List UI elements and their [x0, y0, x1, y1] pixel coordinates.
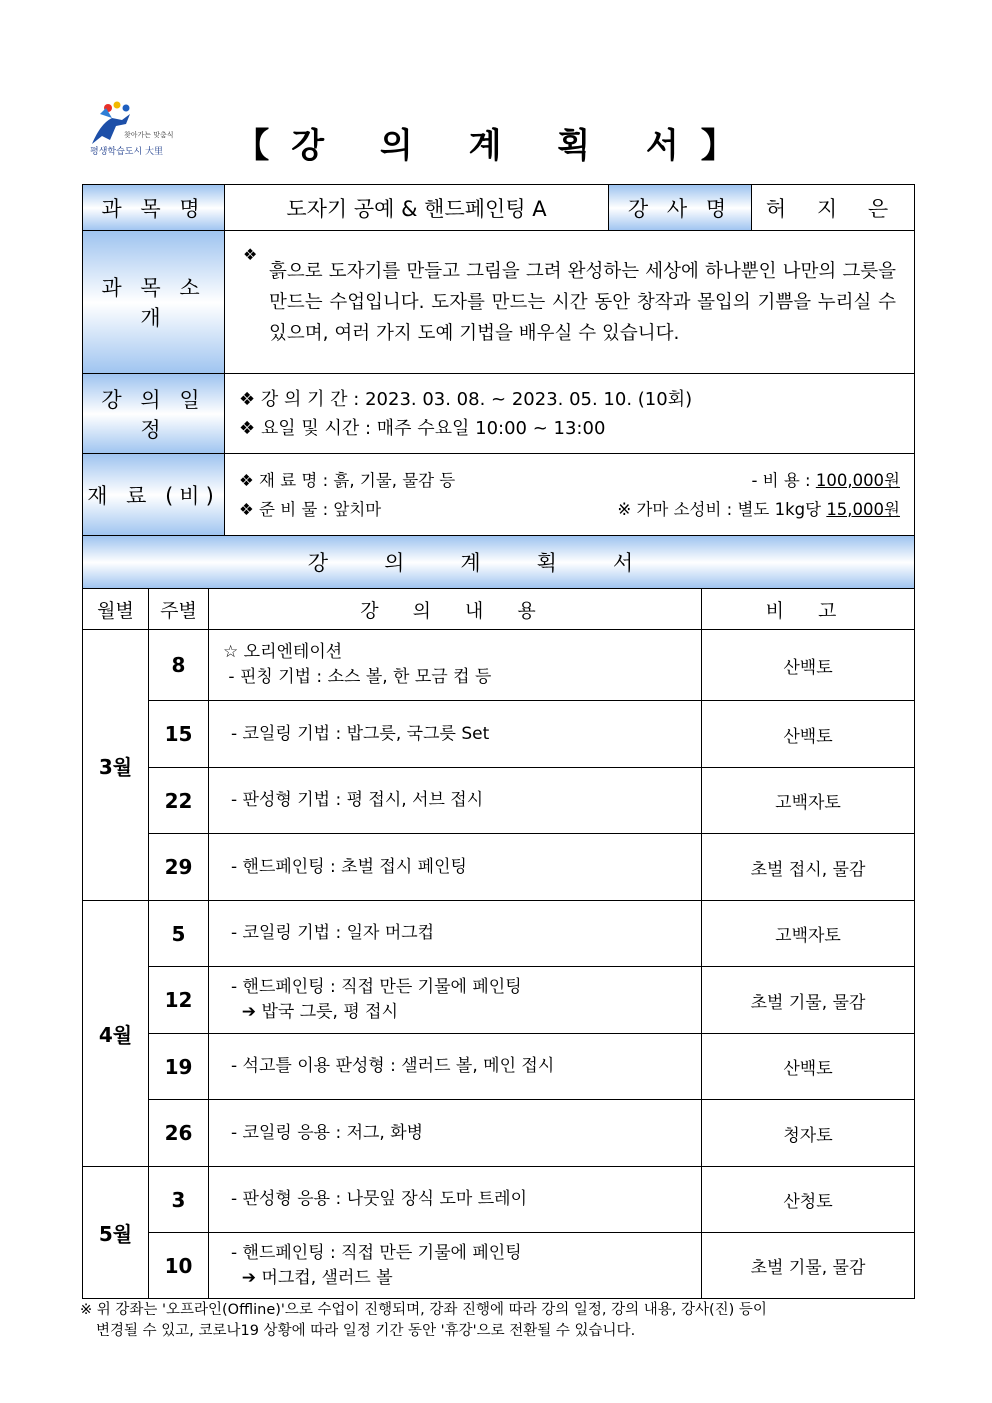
intro-label: 과 목 소 개: [83, 231, 225, 374]
subject-value: 도자기 공예 & 핸드페인팅 A: [225, 185, 609, 231]
instructor-value: 허 지 은: [752, 185, 915, 231]
content-cell: - 코일링 기법 : 밥그릇, 국그릇 Set: [209, 701, 702, 768]
material-cell: [225, 454, 915, 536]
kiln-value: 15,000원: [826, 499, 900, 519]
note-cell: 청자토: [702, 1100, 915, 1167]
week-cell: 8: [149, 630, 209, 701]
course-info-table: [82, 184, 915, 536]
subject-label: 과 목 명: [83, 185, 225, 231]
kiln-prefix: ※ 가마 소성비 : 별도 1kg당: [617, 499, 827, 519]
page-title: 【강 의 계 획 서】: [235, 126, 757, 166]
col-content: 강 의 내 용: [209, 589, 702, 630]
week-cell: 15: [149, 701, 209, 768]
col-week: 주별: [149, 589, 209, 630]
col-month: 월별: [83, 589, 149, 630]
note-cell: 산백토: [702, 630, 915, 701]
footer-notice: [80, 1300, 910, 1342]
table-row: [83, 768, 915, 834]
week-cell: 5: [149, 901, 209, 967]
month-cell: 5월: [83, 1167, 149, 1299]
logo-tagline: 찾아가는 맞춤식: [124, 131, 174, 139]
schedule-period: ❖ 강 의 기 간 : 2023. 03. 08. ~ 2023. 05. 10. (10회): [239, 388, 693, 410]
content-cell: [209, 630, 702, 701]
intro-cell: [225, 231, 915, 374]
content-cell: - 핸드페인팅 : 초벌 접시 페인팅: [209, 834, 702, 901]
content-line: ➔ 밥국 그릇, 평 접시: [231, 1002, 399, 1022]
month-cell: 4월: [83, 901, 149, 1167]
note-cell: 초벌 기물, 물감: [702, 1233, 915, 1299]
footer-line-2: 변경될 수 있고, 코로나19 상황에 따라 일정 기간 동안 '휴강'으로 전환될 수 있습니다.: [96, 1323, 636, 1339]
content-cell: - 석고틀 이용 판성형 : 샐러드 볼, 메인 접시: [209, 1034, 702, 1100]
content-cell: - 코일링 기법 : 일자 머그컵: [209, 901, 702, 967]
note-cell: 초벌 접시, 물감: [702, 834, 915, 901]
content-line: - 핸드페인팅 : 직접 만든 기물에 페인팅: [231, 1242, 522, 1263]
month-cell: 3월: [83, 630, 149, 901]
week-cell: 12: [149, 967, 209, 1034]
table-row: [83, 967, 915, 1034]
table-row: [83, 901, 915, 967]
schedule-label: 강 의 일 정: [83, 374, 225, 454]
schedule-cell: [225, 374, 915, 454]
note-cell: 고백자토: [702, 901, 915, 967]
prep-text: ❖ 준 비 물 : 앞치마: [239, 499, 382, 519]
table-row: [83, 630, 915, 701]
week-cell: 26: [149, 1100, 209, 1167]
note-cell: 초벌 기물, 물감: [702, 967, 915, 1034]
diamond-bullet-icon: ❖: [243, 245, 258, 264]
table-row: [83, 1100, 915, 1167]
plan-band-title: 강의계획서: [83, 536, 915, 589]
note-cell: 고백자토: [702, 768, 915, 834]
instructor-label: 강 사 명: [609, 185, 752, 231]
note-cell: 산백토: [702, 1034, 915, 1100]
schedule-time: ❖ 요일 및 시간 : 매주 수요일 10:00 ~ 13:00: [239, 417, 606, 439]
materials-text: ❖ 재 료 명 : 흙, 기물, 물감 등: [239, 470, 456, 490]
note-cell: 산백토: [702, 701, 915, 768]
table-row: [83, 701, 915, 768]
content-line: ☆ 오리엔테이션: [223, 642, 343, 662]
intro-text: 흙으로 도자기를 만들고 그림을 그려 완성하는 세상에 하나뿐인 나만의 그릇을 만드는 수업입니다. 도자를 만드는 시간 동안 창작과 몰입의 기쁨을 누리실 수 있으며, 여러 가지 도예 기법을 배우실 수 있습니다.: [269, 260, 896, 344]
table-row: [83, 834, 915, 901]
table-row: [83, 1034, 915, 1100]
week-cell: 10: [149, 1233, 209, 1299]
content-cell: - 코일링 응용 : 저그, 화병: [209, 1100, 702, 1167]
table-row: [83, 1167, 915, 1233]
content-line: ➔ 머그컵, 샐러드 볼: [231, 1267, 393, 1288]
week-cell: 3: [149, 1167, 209, 1233]
table-row: [83, 1233, 915, 1299]
content-cell: [209, 1233, 702, 1299]
week-cell: 19: [149, 1034, 209, 1100]
footer-line-1: ※ 위 강좌는 '오프라인(Offline)'으로 수업이 진행되며, 강좌 진행에 따라 강의 일정, 강의 내용, 강사(진) 등이: [80, 1302, 767, 1318]
week-cell: 29: [149, 834, 209, 901]
content-cell: - 판성형 응용 : 나뭇잎 장식 도마 트레이: [209, 1167, 702, 1233]
content-cell: - 판성형 기법 : 평 접시, 서브 접시: [209, 768, 702, 834]
col-note: 비 고: [702, 589, 915, 630]
content-cell: [209, 967, 702, 1034]
week-cell: 22: [149, 768, 209, 834]
cost-prefix: - 비 용 :: [751, 470, 816, 490]
material-label: 재 료 (비): [83, 454, 225, 536]
cost-value: 100,000원: [815, 470, 900, 490]
logo-city-name: 평생학습도시 大里: [90, 147, 164, 157]
content-line: - 핀칭 기법 : 소스 볼, 한 모금 컵 등: [223, 667, 492, 687]
content-line: - 핸드페인팅 : 직접 만든 기물에 페인팅: [231, 977, 522, 997]
note-cell: 산청토: [702, 1167, 915, 1233]
lesson-plan-table: [82, 535, 915, 1299]
